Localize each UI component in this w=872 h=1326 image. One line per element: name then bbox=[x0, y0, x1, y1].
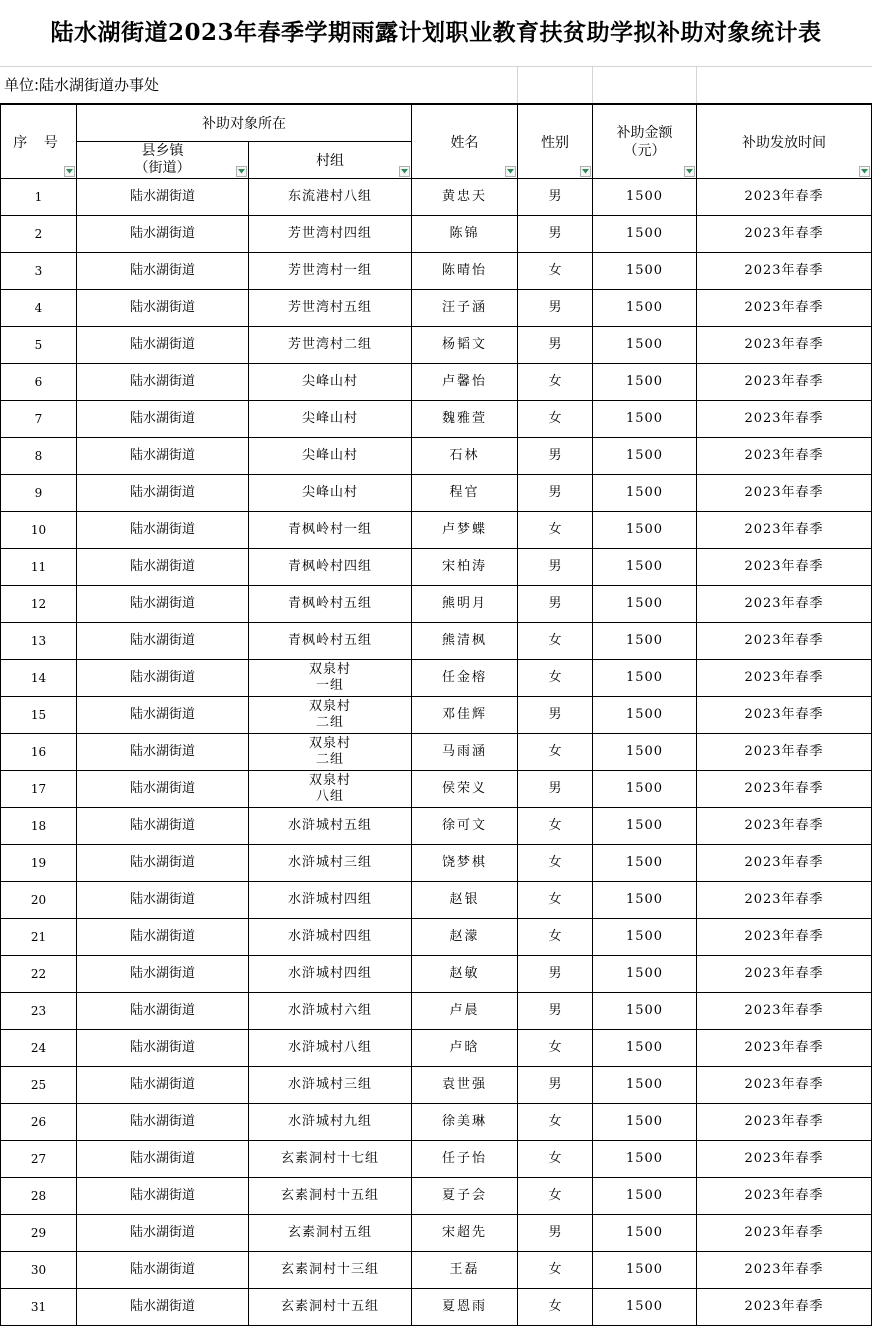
table-row bbox=[1, 1252, 872, 1289]
cell-time: 2023年春季 bbox=[697, 660, 872, 697]
cell-gender: 女 bbox=[518, 845, 593, 882]
cell-seq: 24 bbox=[1, 1030, 77, 1067]
table-row bbox=[1, 438, 872, 475]
cell-seq: 14 bbox=[1, 660, 77, 697]
cell-gender: 女 bbox=[518, 1104, 593, 1141]
table-row bbox=[1, 623, 872, 660]
cell-name: 徐美琳 bbox=[412, 1104, 518, 1141]
cell-town: 陆水湖街道 bbox=[77, 845, 249, 882]
header-gender-label: 性别 bbox=[541, 134, 569, 151]
cell-time: 2023年春季 bbox=[697, 771, 872, 808]
cell-time: 2023年春季 bbox=[697, 1067, 872, 1104]
table-row bbox=[1, 845, 872, 882]
cell-seq: 19 bbox=[1, 845, 77, 882]
cell-seq: 20 bbox=[1, 882, 77, 919]
cell-seq: 28 bbox=[1, 1178, 77, 1215]
cell-amount: 1500 bbox=[593, 512, 697, 549]
filter-dropdown-icon[interactable] bbox=[859, 166, 870, 177]
cell-name: 赵敏 bbox=[412, 956, 518, 993]
cell-name: 石林 bbox=[412, 438, 518, 475]
table-row bbox=[1, 771, 872, 808]
cell-seq: 4 bbox=[1, 290, 77, 327]
cell-seq: 2 bbox=[1, 216, 77, 253]
cell-gender: 女 bbox=[518, 253, 593, 290]
table-row bbox=[1, 1178, 872, 1215]
cell-town: 陆水湖街道 bbox=[77, 734, 249, 771]
cell-amount: 1500 bbox=[593, 771, 697, 808]
cell-gender: 女 bbox=[518, 1289, 593, 1326]
cell-name: 卢晗 bbox=[412, 1030, 518, 1067]
cell-time: 2023年春季 bbox=[697, 1289, 872, 1326]
cell-time: 2023年春季 bbox=[697, 1141, 872, 1178]
cell-seq: 18 bbox=[1, 808, 77, 845]
cell-gender: 女 bbox=[518, 1252, 593, 1289]
cell-seq: 29 bbox=[1, 1215, 77, 1252]
cell-name: 卢馨怡 bbox=[412, 364, 518, 401]
cell-amount: 1500 bbox=[593, 586, 697, 623]
cell-amount: 1500 bbox=[593, 808, 697, 845]
cell-village: 青枫岭村五组 bbox=[249, 586, 412, 623]
table-row bbox=[1, 512, 872, 549]
cell-village: 双泉村 二组 bbox=[249, 734, 412, 771]
header-time bbox=[697, 105, 872, 179]
cell-amount: 1500 bbox=[593, 438, 697, 475]
cell-time: 2023年春季 bbox=[697, 253, 872, 290]
table-row bbox=[1, 919, 872, 956]
cell-gender: 男 bbox=[518, 1067, 593, 1104]
cell-name: 徐可文 bbox=[412, 808, 518, 845]
cell-village: 玄素洞村十七组 bbox=[249, 1141, 412, 1178]
cell-amount: 1500 bbox=[593, 1104, 697, 1141]
cell-name: 侯荣义 bbox=[412, 771, 518, 808]
cell-town: 陆水湖街道 bbox=[77, 956, 249, 993]
cell-village: 芳世湾村一组 bbox=[249, 253, 412, 290]
cell-gender: 男 bbox=[518, 475, 593, 512]
cell-name: 汪子涵 bbox=[412, 290, 518, 327]
cell-gender: 男 bbox=[518, 438, 593, 475]
header-amount-label: 补助金额 （元） bbox=[616, 124, 673, 159]
cell-time: 2023年春季 bbox=[697, 1178, 872, 1215]
cell-town: 陆水湖街道 bbox=[77, 1289, 249, 1326]
cell-amount: 1500 bbox=[593, 956, 697, 993]
cell-gender: 女 bbox=[518, 512, 593, 549]
cell-town: 陆水湖街道 bbox=[77, 216, 249, 253]
cell-town: 陆水湖街道 bbox=[77, 290, 249, 327]
cell-town: 陆水湖街道 bbox=[77, 586, 249, 623]
sheet-title: 陆水湖街道2023年春季学期雨露计划职业教育扶贫助学拟补助对象统计表 bbox=[0, 0, 872, 67]
cell-gender: 男 bbox=[518, 956, 593, 993]
cell-village: 水浒城村四组 bbox=[249, 919, 412, 956]
cell-time: 2023年春季 bbox=[697, 919, 872, 956]
cell-town: 陆水湖街道 bbox=[77, 1030, 249, 1067]
cell-name: 赵银 bbox=[412, 882, 518, 919]
cell-gender: 男 bbox=[518, 586, 593, 623]
cell-village: 双泉村 二组 bbox=[249, 697, 412, 734]
cell-amount: 1500 bbox=[593, 1252, 697, 1289]
cell-seq: 21 bbox=[1, 919, 77, 956]
cell-village: 芳世湾村五组 bbox=[249, 290, 412, 327]
cell-name: 饶梦棋 bbox=[412, 845, 518, 882]
cell-gender: 女 bbox=[518, 919, 593, 956]
cell-gender: 女 bbox=[518, 660, 593, 697]
cell-gender: 女 bbox=[518, 364, 593, 401]
cell-gender: 男 bbox=[518, 771, 593, 808]
cell-village: 青枫岭村一组 bbox=[249, 512, 412, 549]
cell-seq: 26 bbox=[1, 1104, 77, 1141]
cell-seq: 17 bbox=[1, 771, 77, 808]
cell-amount: 1500 bbox=[593, 549, 697, 586]
cell-town: 陆水湖街道 bbox=[77, 327, 249, 364]
cell-name: 夏子会 bbox=[412, 1178, 518, 1215]
cell-name: 宋超先 bbox=[412, 1215, 518, 1252]
table-row bbox=[1, 660, 872, 697]
header-village bbox=[249, 142, 412, 179]
cell-name: 王磊 bbox=[412, 1252, 518, 1289]
cell-seq: 15 bbox=[1, 697, 77, 734]
cell-village: 尖峰山村 bbox=[249, 364, 412, 401]
cell-name: 陈锦 bbox=[412, 216, 518, 253]
cell-seq: 11 bbox=[1, 549, 77, 586]
cell-amount: 1500 bbox=[593, 1067, 697, 1104]
cell-gender: 女 bbox=[518, 401, 593, 438]
cell-village: 尖峰山村 bbox=[249, 438, 412, 475]
cell-seq: 5 bbox=[1, 327, 77, 364]
cell-time: 2023年春季 bbox=[697, 882, 872, 919]
table-row bbox=[1, 586, 872, 623]
cell-time: 2023年春季 bbox=[697, 179, 872, 216]
cell-name: 程官 bbox=[412, 475, 518, 512]
cell-gender: 男 bbox=[518, 549, 593, 586]
cell-village: 双泉村 八组 bbox=[249, 771, 412, 808]
table-row bbox=[1, 882, 872, 919]
cell-town: 陆水湖街道 bbox=[77, 1067, 249, 1104]
header-gender bbox=[518, 105, 593, 179]
cell-seq: 12 bbox=[1, 586, 77, 623]
cell-gender: 男 bbox=[518, 327, 593, 364]
cell-seq: 3 bbox=[1, 253, 77, 290]
cell-name: 卢晨 bbox=[412, 993, 518, 1030]
cell-name: 熊明月 bbox=[412, 586, 518, 623]
cell-name: 卢梦蝶 bbox=[412, 512, 518, 549]
table-row bbox=[1, 290, 872, 327]
cell-amount: 1500 bbox=[593, 216, 697, 253]
cell-amount: 1500 bbox=[593, 401, 697, 438]
cell-gender: 女 bbox=[518, 623, 593, 660]
cell-amount: 1500 bbox=[593, 734, 697, 771]
cell-town: 陆水湖街道 bbox=[77, 179, 249, 216]
cell-time: 2023年春季 bbox=[697, 845, 872, 882]
cell-amount: 1500 bbox=[593, 475, 697, 512]
cell-town: 陆水湖街道 bbox=[77, 512, 249, 549]
cell-gender: 女 bbox=[518, 1030, 593, 1067]
header-amount bbox=[593, 105, 697, 179]
cell-village: 玄素洞村十五组 bbox=[249, 1178, 412, 1215]
table-row bbox=[1, 216, 872, 253]
cell-village: 尖峰山村 bbox=[249, 401, 412, 438]
cell-name: 魏雅萱 bbox=[412, 401, 518, 438]
cell-gender: 男 bbox=[518, 216, 593, 253]
cell-name: 黄忠天 bbox=[412, 179, 518, 216]
cell-town: 陆水湖街道 bbox=[77, 1215, 249, 1252]
cell-time: 2023年春季 bbox=[697, 1104, 872, 1141]
cell-gender: 女 bbox=[518, 1178, 593, 1215]
table-row bbox=[1, 475, 872, 512]
table-row bbox=[1, 808, 872, 845]
cell-name: 赵濛 bbox=[412, 919, 518, 956]
cell-gender: 男 bbox=[518, 290, 593, 327]
cell-amount: 1500 bbox=[593, 919, 697, 956]
cell-town: 陆水湖街道 bbox=[77, 1141, 249, 1178]
cell-village: 玄素洞村十三组 bbox=[249, 1252, 412, 1289]
cell-village: 玄素洞村五组 bbox=[249, 1215, 412, 1252]
cell-amount: 1500 bbox=[593, 290, 697, 327]
cell-time: 2023年春季 bbox=[697, 808, 872, 845]
cell-amount: 1500 bbox=[593, 845, 697, 882]
cell-time: 2023年春季 bbox=[697, 956, 872, 993]
cell-amount: 1500 bbox=[593, 179, 697, 216]
filter-dropdown-icon[interactable] bbox=[399, 166, 410, 177]
cell-time: 2023年春季 bbox=[697, 475, 872, 512]
table-row bbox=[1, 253, 872, 290]
table-row bbox=[1, 1104, 872, 1141]
filter-dropdown-icon[interactable] bbox=[580, 166, 591, 177]
cell-amount: 1500 bbox=[593, 660, 697, 697]
cell-time: 2023年春季 bbox=[697, 734, 872, 771]
table-row bbox=[1, 697, 872, 734]
cell-time: 2023年春季 bbox=[697, 623, 872, 660]
cell-seq: 7 bbox=[1, 401, 77, 438]
cell-gender: 男 bbox=[518, 993, 593, 1030]
table-row bbox=[1, 956, 872, 993]
cell-village: 水浒城村三组 bbox=[249, 845, 412, 882]
cell-town: 陆水湖街道 bbox=[77, 919, 249, 956]
table-row bbox=[1, 1289, 872, 1326]
cell-time: 2023年春季 bbox=[697, 327, 872, 364]
cell-seq: 25 bbox=[1, 1067, 77, 1104]
cell-gender: 男 bbox=[518, 179, 593, 216]
cell-time: 2023年春季 bbox=[697, 993, 872, 1030]
cell-name: 熊清枫 bbox=[412, 623, 518, 660]
cell-name: 陈晴怡 bbox=[412, 253, 518, 290]
cell-seq: 6 bbox=[1, 364, 77, 401]
cell-seq: 13 bbox=[1, 623, 77, 660]
grid-line bbox=[517, 67, 518, 103]
filter-dropdown-icon[interactable] bbox=[684, 166, 695, 177]
cell-time: 2023年春季 bbox=[697, 1252, 872, 1289]
cell-amount: 1500 bbox=[593, 1178, 697, 1215]
table-row bbox=[1, 1215, 872, 1252]
cell-name: 袁世强 bbox=[412, 1067, 518, 1104]
cell-amount: 1500 bbox=[593, 1215, 697, 1252]
filter-dropdown-icon[interactable] bbox=[236, 166, 247, 177]
cell-town: 陆水湖街道 bbox=[77, 993, 249, 1030]
cell-seq: 16 bbox=[1, 734, 77, 771]
cell-town: 陆水湖街道 bbox=[77, 475, 249, 512]
header-name-label: 姓名 bbox=[450, 134, 479, 151]
cell-village: 水浒城村八组 bbox=[249, 1030, 412, 1067]
cell-seq: 8 bbox=[1, 438, 77, 475]
cell-seq: 27 bbox=[1, 1141, 77, 1178]
cell-village: 尖峰山村 bbox=[249, 475, 412, 512]
cell-time: 2023年春季 bbox=[697, 438, 872, 475]
cell-gender: 男 bbox=[518, 1215, 593, 1252]
table-row bbox=[1, 1067, 872, 1104]
table-row bbox=[1, 734, 872, 771]
table-row bbox=[1, 1030, 872, 1067]
cell-village: 水浒城村四组 bbox=[249, 956, 412, 993]
table-body bbox=[1, 179, 872, 1326]
table-row bbox=[1, 993, 872, 1030]
cell-village: 青枫岭村五组 bbox=[249, 623, 412, 660]
cell-time: 2023年春季 bbox=[697, 697, 872, 734]
cell-town: 陆水湖街道 bbox=[77, 253, 249, 290]
cell-town: 陆水湖街道 bbox=[77, 364, 249, 401]
cell-town: 陆水湖街道 bbox=[77, 438, 249, 475]
cell-village: 芳世湾村二组 bbox=[249, 327, 412, 364]
cell-time: 2023年春季 bbox=[697, 586, 872, 623]
table-row bbox=[1, 549, 872, 586]
cell-town: 陆水湖街道 bbox=[77, 771, 249, 808]
cell-village: 水浒城村六组 bbox=[249, 993, 412, 1030]
cell-seq: 10 bbox=[1, 512, 77, 549]
cell-gender: 女 bbox=[518, 1141, 593, 1178]
cell-time: 2023年春季 bbox=[697, 364, 872, 401]
cell-name: 宋柏涛 bbox=[412, 549, 518, 586]
cell-time: 2023年春季 bbox=[697, 549, 872, 586]
cell-name: 马雨涵 bbox=[412, 734, 518, 771]
header-location-group: 补助对象所在 bbox=[77, 105, 412, 142]
cell-town: 陆水湖街道 bbox=[77, 623, 249, 660]
cell-town: 陆水湖街道 bbox=[77, 1104, 249, 1141]
cell-amount: 1500 bbox=[593, 1141, 697, 1178]
cell-seq: 1 bbox=[1, 179, 77, 216]
cell-name: 邓佳辉 bbox=[412, 697, 518, 734]
header-town bbox=[77, 142, 249, 179]
cell-town: 陆水湖街道 bbox=[77, 1252, 249, 1289]
cell-village: 水浒城村三组 bbox=[249, 1067, 412, 1104]
cell-gender: 女 bbox=[518, 734, 593, 771]
table-row bbox=[1, 401, 872, 438]
cell-village: 芳世湾村四组 bbox=[249, 216, 412, 253]
cell-amount: 1500 bbox=[593, 697, 697, 734]
cell-gender: 男 bbox=[518, 697, 593, 734]
header-town-label: 县乡镇 （街道） bbox=[134, 143, 191, 176]
cell-time: 2023年春季 bbox=[697, 216, 872, 253]
cell-village: 双泉村 一组 bbox=[249, 660, 412, 697]
cell-town: 陆水湖街道 bbox=[77, 697, 249, 734]
cell-amount: 1500 bbox=[593, 1030, 697, 1067]
cell-seq: 9 bbox=[1, 475, 77, 512]
cell-village: 水浒城村四组 bbox=[249, 882, 412, 919]
cell-name: 夏恩雨 bbox=[412, 1289, 518, 1326]
cell-time: 2023年春季 bbox=[697, 1030, 872, 1067]
cell-seq: 30 bbox=[1, 1252, 77, 1289]
header-seq bbox=[1, 105, 77, 179]
cell-time: 2023年春季 bbox=[697, 1215, 872, 1252]
cell-gender: 女 bbox=[518, 882, 593, 919]
filter-dropdown-icon[interactable] bbox=[505, 166, 516, 177]
cell-name: 任金榕 bbox=[412, 660, 518, 697]
cell-town: 陆水湖街道 bbox=[77, 401, 249, 438]
cell-amount: 1500 bbox=[593, 1289, 697, 1326]
cell-amount: 1500 bbox=[593, 253, 697, 290]
cell-gender: 女 bbox=[518, 808, 593, 845]
cell-seq: 31 bbox=[1, 1289, 77, 1326]
header-village-label: 村组 bbox=[316, 153, 344, 169]
table-row bbox=[1, 1141, 872, 1178]
grid-line bbox=[696, 67, 697, 103]
cell-seq: 22 bbox=[1, 956, 77, 993]
header-name bbox=[412, 105, 518, 179]
cell-amount: 1500 bbox=[593, 623, 697, 660]
cell-village: 青枫岭村四组 bbox=[249, 549, 412, 586]
cell-village: 水浒城村九组 bbox=[249, 1104, 412, 1141]
cell-town: 陆水湖街道 bbox=[77, 1178, 249, 1215]
subsidy-table bbox=[0, 104, 872, 1326]
unit-row bbox=[0, 67, 872, 104]
table-row bbox=[1, 364, 872, 401]
filter-dropdown-icon[interactable] bbox=[64, 166, 75, 177]
cell-town: 陆水湖街道 bbox=[77, 549, 249, 586]
cell-amount: 1500 bbox=[593, 993, 697, 1030]
cell-village: 玄素洞村十五组 bbox=[249, 1289, 412, 1326]
cell-amount: 1500 bbox=[593, 327, 697, 364]
table-row bbox=[1, 327, 872, 364]
cell-town: 陆水湖街道 bbox=[77, 660, 249, 697]
cell-time: 2023年春季 bbox=[697, 401, 872, 438]
cell-amount: 1500 bbox=[593, 882, 697, 919]
unit-label: 单位:陆水湖街道办事处 bbox=[4, 76, 160, 94]
cell-seq: 23 bbox=[1, 993, 77, 1030]
header-time-label: 补助发放时间 bbox=[742, 134, 826, 151]
grid-line bbox=[592, 67, 593, 103]
cell-village: 东流港村八组 bbox=[249, 179, 412, 216]
cell-amount: 1500 bbox=[593, 364, 697, 401]
header-seq-label: 序 号 bbox=[13, 134, 64, 151]
cell-time: 2023年春季 bbox=[697, 512, 872, 549]
cell-time: 2023年春季 bbox=[697, 290, 872, 327]
table-row bbox=[1, 179, 872, 216]
table-header bbox=[1, 105, 872, 179]
cell-town: 陆水湖街道 bbox=[77, 808, 249, 845]
cell-name: 杨韬文 bbox=[412, 327, 518, 364]
cell-village: 水浒城村五组 bbox=[249, 808, 412, 845]
cell-name: 任子怡 bbox=[412, 1141, 518, 1178]
cell-town: 陆水湖街道 bbox=[77, 882, 249, 919]
